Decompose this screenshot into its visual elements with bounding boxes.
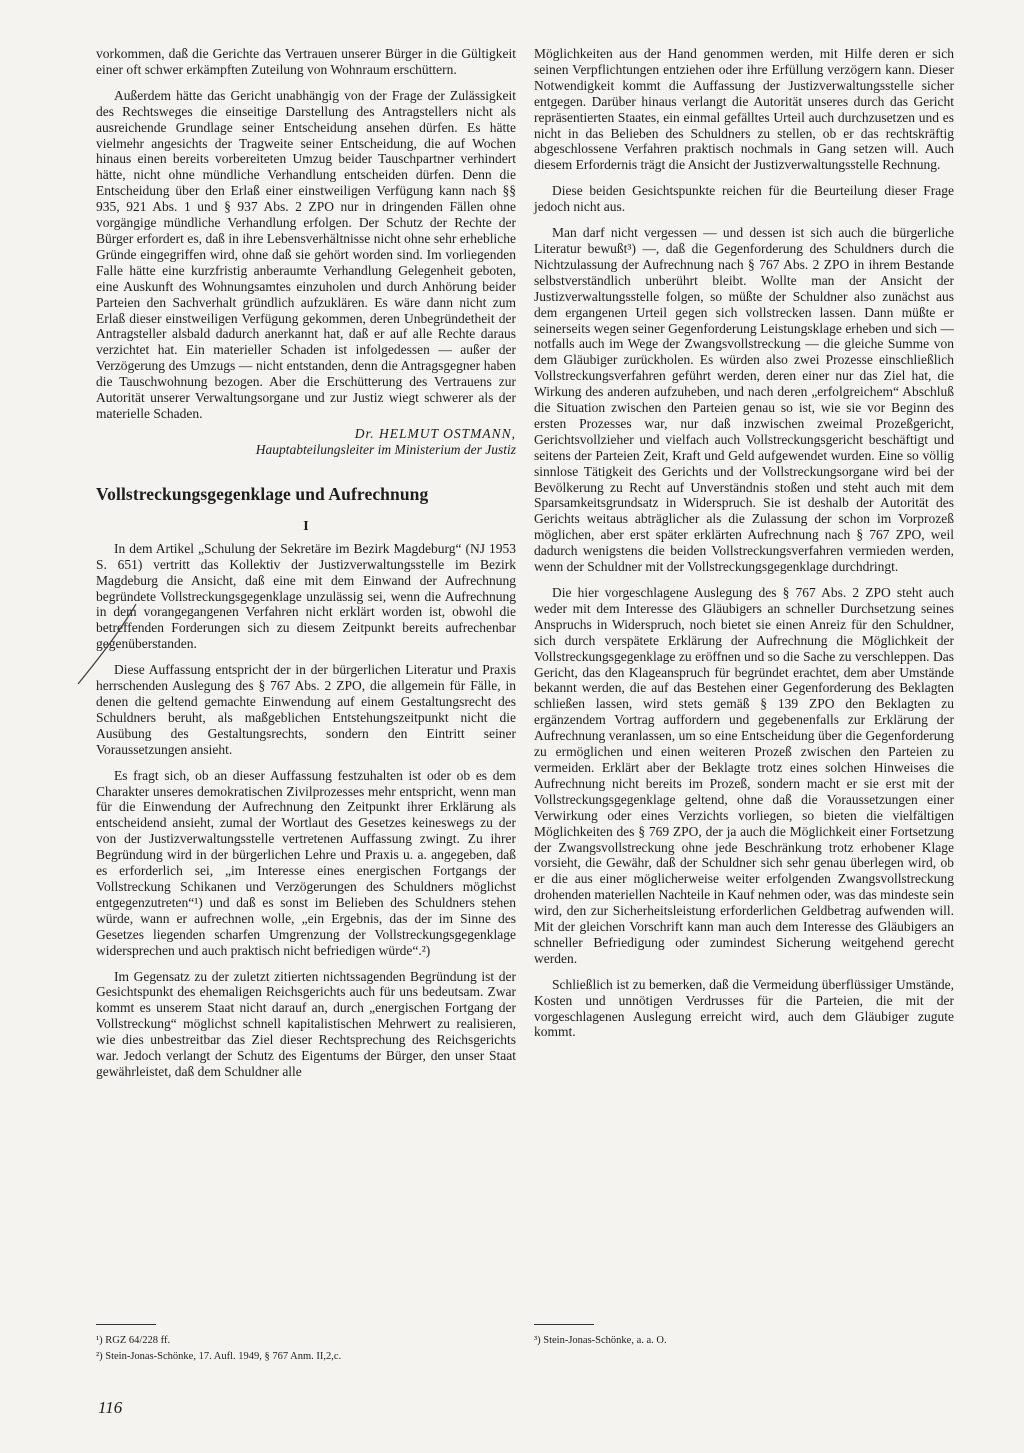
footnote: ³) Stein-Jonas-Schönke, a. a. O. [534,1335,667,1346]
paragraph: Diese beiden Gesichtspunkte reichen für die Beurteilung dieser Frage jedoch nicht aus. [534,183,954,215]
paragraph: Außerdem hätte das Gericht unabhängig von der Frage der Zulässigkeit des Rechtsweges die einseitige Darstellung des Antragstellers nicht als ausreichende Grundlage seiner Entscheidung ansehen dürfen. Es hätte vielmehr angesichts der Tragweite seiner Entscheidung, die auf Wochen hinaus einen bereits vorbereiteten Umzug beider Tauschpartner verhindert hätte, nicht ohne mündliche Verhandlung entscheiden dürfen. Denn die Entscheidung über den Erlaß einer einstweiligen Verfügung kann nach §§ 935, 921 Abs. 1 und § 937 Abs. 2 ZPO nur in dringenden Fällen ohne vorgängige mündliche Verhandlung erfolgen. Der Schutz der Rechte der Bürger erfordert es, daß in ihre Lebensverhältnisse nicht ohne sehr erhebliche Gründe eingegriffen wird, ohne daß sie gehört worden sind. Im vorliegenden Falle hätte eine kurzfristig anberaumte Verhandlung Gelegenheit geboten, eine Auskunft des Wohnungsamtes einzuholen und durch Anhörung beider Parteien den Sachverhalt gründlich aufzuklären. Es wäre dann nicht zum Erlaß dieser einstweiligen Verfügung gekommen, deren Unbegründetheit der Antragsteller alsbald dadurch anerkannt hat, daß er auf alle Rechte daraus verzichtet hat. Ein materieller Schaden ist infolgedessen — außer der Verzögerung des Umzugs — nicht entstanden, denn die Antragsgegner haben die Tauschwohnung bezogen. Aber die Erschütterung des Vertrauens zur Autorität unserer Verwaltungsorgane und zur Justiz wiegt schwerer als der materielle Schaden. [96,87,516,421]
author-title: Hauptabteilungsleiter im Ministerium der Justiz [255,441,516,457]
paragraph: Diese Auffassung entspricht der in der bürgerlichen Literatur und Praxis herrschenden Auslegung des § 767 Abs. 2 ZPO, die allgemein für Fälle, in denen die geltend gemachte Einwendung auf einem Gestaltungsrecht des Schuldners beruht, als maßgeblichen Entstehungszeitpunkt nicht die Ausübung des Gestaltungsrechts, sondern den Eintritt seiner Voraussetzungen ansieht. [96,662,516,757]
footnotes-right [534,1322,954,1349]
paragraph: Man darf nicht vergessen — und dessen ist sich auch die bürgerliche Literatur bewußt³) —, daß die Gegenforderung des Schuldners durch die Nichtzulassung der Aufrechnung nach § 767 Abs. 2 ZPO in ihrem Bestande selbstverständlich unberührt bleibt. Wollte man der Ansicht der Justizverwaltungsstelle folgen, so müßte der Schuldner also zunächst aus dem ergangenen Urteil gegen sich vollstrecken lassen. Dann müßte er seinerseits wegen seiner Gegenforderung Leistungsklage erheben und sich — notfalls auch im Wege der Zwangsvollstreckung — die gleiche Summe von dem Gläubiger zurückholen. Es würden also zwei Prozesse einschließlich Vollstreckungsverfahren geführt werden, deren einer nur das Ziel hat, die Wirkung des anderen aufzuheben, und nach deren „erfolgreichem“ Abschluß die Situation zwischen den Parteien genau so ist, wie sie vor Beginn des ersten Prozesses war, nur daß inzwischen zweimal Prozeßgericht, Gerichtsvollzieher und vielfach auch Vollstreckungsgericht beschäftigt und seitens der Parteien Zeit, Kraft und Geld aufgewendet wurden. Eine so völlig sinnlose Tätigkeit des Gerichts und der Vollstreckungsorgane wird bei der Bevölkerung zu Recht auf Unverständnis stoßen und steht auch mit dem Sparsamkeitsgrundsatz in Widerspruch. Sie ist deshalb der Autorität des Gerichts weitaus abträglicher als die Zulassung der schon im Vorprozeß möglichen, aber erst später erklärten Aufrechnung nach § 767 ZPO, weil dadurch wenigstens die beiden Vollstreckungsverfahren vermieden werden, wenn der Schuldner mit der Vollstreckungsgegenklage durchdringt. [534,225,954,575]
left-column [96,46,516,1090]
footnote-rule [534,1324,594,1325]
paragraph: Die hier vorgeschlagene Auslegung des § 767 Abs. 2 ZPO steht auch weder mit dem Interesse des Gläubigers an schneller Durchsetzung seines Anspruchs in Widerspruch, noch bietet sie einen Anreiz für den Schuldner, sich durch verspätete Erklärung der Aufrechnung die Möglichkeit der Vollstreckungsgegenklage zu eröffnen und so die Sache zu verschleppen. Das Gericht, das den Klageanspruch für begründet erachtet, dem aber Umstände bekannt werden, die auf das Bestehen einer Gegenforderung des Beklagten schließen lassen, wird stets gemäß § 139 ZPO den Beklagten zu ergänzendem Vortrag auffordern und gegebenenfalls zur Erklärung der Aufrechnung veranlassen, um so eine Entscheidung über die Gegenforderung zu ermöglichen und einen weiteren Prozeß zwischen den Parteien zu vermeiden. Erklärt aber der Beklagte trotz eines solchen Hinweises die Aufrechnung nicht bereits im Prozeß, sondern macht er sie erst mit der Vollstreckungsgegenklage geltend, ohne daß die Voraussetzungen einer Verwirkung oder eines Verzichts vorliegen, so bieten die vielfältigen Möglichkeiten des § 769 ZPO, der ja auch die Möglichkeit einer Fortsetzung der Zwangsvollstreckung ohne jede Beschränkung trotz erhobener Klage vorsieht, die Gewähr, daß der Schuldner sich sehr genau überlegen wird, ob er die aus einer möglicherweise weiter erfolgenden Zwangsvollstreckung drohenden materiellen Nachteile in Kauf nehmen oder, was das mindeste sein wird, den zur Sicherheitsleistung erforderlichen Geldbetrag aufwenden will. Mit der gleichen Vorschrift kann man auch dem Interesse des Gläubigers an schneller Befriedigung oder zumindest Sicherung weitgehend gerecht werden. [534,585,954,966]
paragraph: vorkommen, daß die Gerichte das Vertrauen unserer Bürger in die Gültigkeit einer oft schwer erkämpften Zuteilung von Wohnraum erschüttern. [96,46,516,77]
signature-block [96,426,516,458]
paragraph: Es fragt sich, ob an dieser Auffassung festzuhalten ist oder ob es dem Charakter unseres demokratischen Zivilprozesses mehr entspricht, wenn man für die Einwendung der Aufrechnung den Zeitpunkt ihrer Erklärung als entscheidend ansieht, zumal der Wortlaut des Gesetzes keineswegs zu der von der Justizverwaltungsstelle vertretenen Auffassung zwingt. Zu ihrer Begründung wird in der bürgerlichen Lehre und Praxis u. a. angegeben, daß es erforderlich sei, „im Interesse eines energischen Fortgangs der Vollstreckung Schikanen und Verzögerungen des Schuldners möglichst entgegenzutreten“¹) und daß es sonst im Belieben des Schuldners stehen würde, wann er aufrechnen wolle, „ein Ergebnis, das der im Sinne des Gesetzes liegenden scharfen Umgrenzung der Vollstreckungsgegenklage widersprechen und auch praktisch nicht befriedigen würde“.²) [96,767,516,958]
footnote-rule [96,1324,156,1325]
footnote: ²) Stein-Jonas-Schönke, 17. Aufl. 1949, § 767 Anm. II,2,c. [96,1351,342,1362]
pencil-mark-icon [74,600,144,690]
section-heading: Vollstreckungsgegenklage und Aufrechnung [96,483,429,504]
paragraph: In dem Artikel „Schulung der Sekretäre im Bezirk Magdeburg“ (NJ 1953 S. 651) vertritt das Kollektiv der Justizverwaltungsstelle im Bezirk Magdeburg die Ansicht, daß eine mit dem Einwand der Aufrechnung begründete Vollstreckungsgegenklage unzulässig sei, wenn die Aufrechnung in dem vorangegangenen Verfahren nicht erklärt worden ist, obwohl die betreffenden Forderungen sich zu diesem Zeitpunkt bereits aufrechenbar gegenüberstanden. [96,540,516,652]
author-name: Dr. HELMUT OSTMANN, [354,425,516,441]
footnotes-left [96,1322,516,1365]
right-column [534,46,954,1050]
page-number: 116 [98,1398,123,1417]
paragraph: Im Gegensatz zu der zuletzt zitierten nichtssagenden Begründung ist der Gesichtspunkt des ehemaligen Reichsgerichts auch für uns bedeutsam. Zwar kommt es unserem Staat nicht darauf an, durch „energischen Fortgang der Vollstreckung“ möglichst schnell kapitalistischen Mehrwert zu realisieren, wie dies unbestreitbar das Ziel dieser Rechtsprechung des Reichsgerichts war. Jedoch verlangt der Schutz des Eigentums der Bürger, den unser Staat gewährleistet, daß dem Schuldner alle [96,968,516,1079]
paragraph: Schließlich ist zu bemerken, daß die Vermeidung überflüssiger Umstände, Kosten und unnötigen Verdrusses für die Parteien, die mit der vorgeschlagenen Auslegung erreicht wird, auch dem Gläubiger zugute kommt. [534,976,954,1040]
footnote: ¹) RGZ 64/228 ff. [96,1335,171,1346]
paragraph: Möglichkeiten aus der Hand genommen werden, mit Hilfe deren er sich seinen Verpflichtungen entziehen oder ihre Erfüllung verzögern kann. Dieser Notwendigkeit kommt die Auffassung der Justizverwaltungsstelle sicher entgegen. Darüber hinaus verlangt die Autorität unseres durch das Gericht repräsentierten Staates, ein einmal gefälltes Urteil auch durchzusetzen und es nicht in das Belieben des Schuldners zu stellen, ob er das rechtskräftig abgeschlossene Verfahren praktisch nochmals in Gang setzen will. Auch diesem Erfordernis trägt die Ansicht der Justizverwaltungsstelle Rechnung. [534,46,954,173]
section-number: I [303,518,309,534]
